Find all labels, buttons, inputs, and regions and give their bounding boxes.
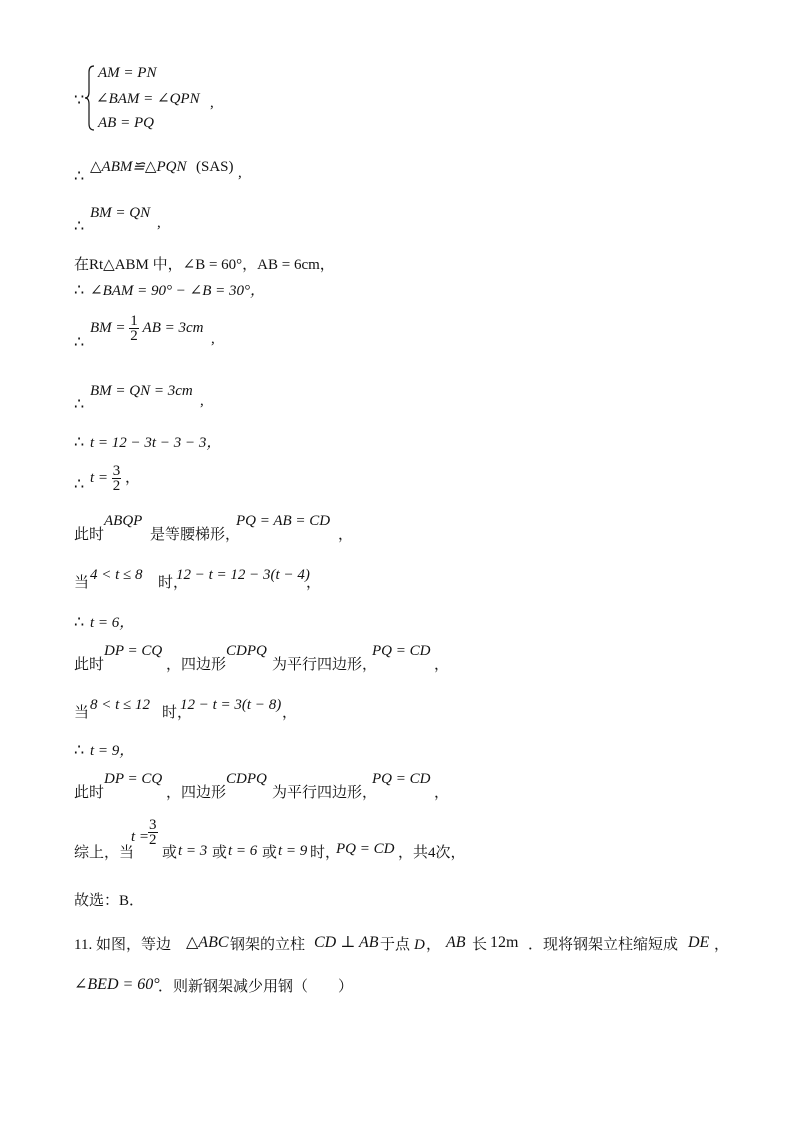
text-length: 长 (472, 937, 488, 953)
text-summary: 综上，当 (74, 845, 135, 861)
equation-ab-pq: AB = PQ (98, 115, 154, 131)
fraction-three-halves (148, 818, 158, 847)
fraction-denominator: 2 (149, 832, 157, 848)
t-equals-3: t = 3 (178, 843, 208, 859)
text-shi: 时， (162, 705, 193, 721)
comma: ， (434, 657, 450, 673)
comma: ， (426, 937, 442, 953)
comma: ， (125, 469, 141, 486)
bm-half-ab-line (90, 314, 203, 343)
fraction-numerator: 3 (112, 463, 121, 479)
angle-bed-60: ∠BED = 60° (74, 976, 160, 993)
text-isosceles-trapezoid: 是等腰梯形， (150, 527, 241, 543)
comma: , (238, 165, 242, 181)
equation-pq-cd: PQ = CD (336, 841, 395, 857)
text-dang: 当 (74, 575, 90, 591)
t-three-halves-line (90, 464, 140, 493)
text-parallelogram: 为平行四边形， (272, 785, 378, 801)
text-or: 或 (262, 845, 278, 861)
point-d: D (414, 937, 425, 953)
text-parallelogram: 为平行四边形， (272, 657, 378, 673)
text-cishi: 此时 (74, 657, 105, 673)
equation-pq-cd: PQ = CD (372, 643, 431, 659)
therefore-symbol: ∴ (74, 282, 85, 299)
range-4-8: 4 < t ≤ 8 (90, 567, 143, 583)
comma: ， (306, 575, 322, 591)
fraction-denominator: 2 (130, 328, 138, 344)
question-11-prefix: 11. 如图，等边 (74, 937, 171, 953)
therefore-symbol: ∴ (74, 334, 85, 351)
t-equals: t = (90, 469, 109, 486)
summary-fraction (148, 818, 158, 847)
text-steel-frame-column: 钢架的立柱 (230, 937, 306, 953)
congruence-statement: △ABM≌△PQN (90, 159, 187, 175)
t-equals-9: t = 9 (278, 843, 308, 859)
text-four-times: ，共4次， (398, 845, 466, 861)
t-equals-6: t = 6， (90, 615, 135, 631)
comma: , (200, 393, 204, 409)
text-shi: 时， (310, 845, 341, 861)
cd-perp-ab: CD ⊥ AB (314, 934, 379, 951)
t-equals: t = (131, 829, 150, 845)
question-11-ask: ．则新钢架减少用钢（ ） (158, 979, 354, 995)
angle-bam-calculation: ∠BAM = 90° − ∠B = 30°， (90, 283, 265, 299)
segment-de: DE (688, 934, 710, 951)
therefore-symbol: ∴ (74, 218, 85, 235)
because-symbol: ∵ (74, 92, 85, 109)
text-cishi: 此时 (74, 785, 105, 801)
comma: ， (434, 785, 450, 801)
ab-equals-3cm: AB = 3cm (142, 319, 204, 336)
fraction-numerator: 3 (149, 817, 157, 833)
text-or: 或 (212, 845, 228, 861)
t-equals-9: t = 9， (90, 743, 135, 759)
range-8-12: 8 < t ≤ 12 (90, 697, 151, 713)
sas-label: (SAS) (196, 159, 234, 175)
text-at-point: 于点 (380, 937, 411, 953)
answer-choice: 故选：B． (74, 893, 145, 909)
comma: , (157, 215, 161, 231)
therefore-symbol: ∴ (74, 396, 85, 413)
equation-bm-qn: BM = QN (90, 205, 151, 221)
t-equals-6: t = 6 (228, 843, 258, 859)
text-quadrilateral: ，四边形 (166, 785, 227, 801)
triangle-abc: △ABC (186, 934, 229, 951)
segment-ab: AB (446, 934, 466, 951)
bm-equals: BM = (90, 319, 126, 336)
equation-pq-ab-cd: PQ = AB = CD (236, 513, 331, 529)
comma: ， (282, 705, 298, 721)
fraction-denominator: 2 (112, 478, 121, 494)
quadrilateral-cdpq: CDPQ (226, 771, 267, 787)
comma: ， (338, 527, 354, 543)
quadrilateral-abqp: ABQP (104, 513, 143, 529)
text-shi: 时， (158, 575, 189, 591)
fraction-one-half (129, 314, 139, 343)
therefore-symbol: ∴ (74, 742, 85, 759)
fraction-three-halves (112, 464, 122, 493)
text-dang: 当 (74, 705, 90, 721)
text-or: 或 (162, 845, 178, 861)
therefore-symbol: ∴ (74, 168, 85, 185)
quadrilateral-cdpq: CDPQ (226, 643, 267, 659)
equation-pq-cd: PQ = CD (372, 771, 431, 787)
text-cishi: 此时 (74, 527, 105, 543)
comma: , (211, 331, 215, 347)
rt-triangle-statement: 在Rt△ABM 中，∠B = 60°，AB = 6cm， (74, 257, 335, 273)
therefore-symbol: ∴ (74, 476, 85, 493)
text-shorten-column: ．现将钢架立柱缩短成 (528, 937, 679, 953)
bm-qn-3cm: BM = QN = 3cm (90, 383, 193, 399)
equation-case-2: 12 − t = 12 − 3(t − 4) (176, 567, 310, 583)
comma: , (210, 95, 214, 111)
equation-dp-cq: DP = CQ (104, 771, 163, 787)
equation-angle-bam-qpn: ∠BAM = ∠QPN (96, 91, 200, 107)
left-brace (84, 64, 96, 132)
equation-am-pn: AM = PN (98, 65, 157, 81)
therefore-symbol: ∴ (74, 614, 85, 631)
length-12m: 12m (490, 934, 519, 951)
equation-t-1: t = 12 − 3t − 3 − 3， (90, 435, 222, 451)
fraction-numerator: 1 (130, 313, 138, 329)
equation-dp-cq: DP = CQ (104, 643, 163, 659)
therefore-symbol: ∴ (74, 434, 85, 451)
text-quadrilateral: ，四边形 (166, 657, 227, 673)
equation-case-3: 12 − t = 3(t − 8) (180, 697, 282, 713)
comma: ， (714, 937, 730, 953)
